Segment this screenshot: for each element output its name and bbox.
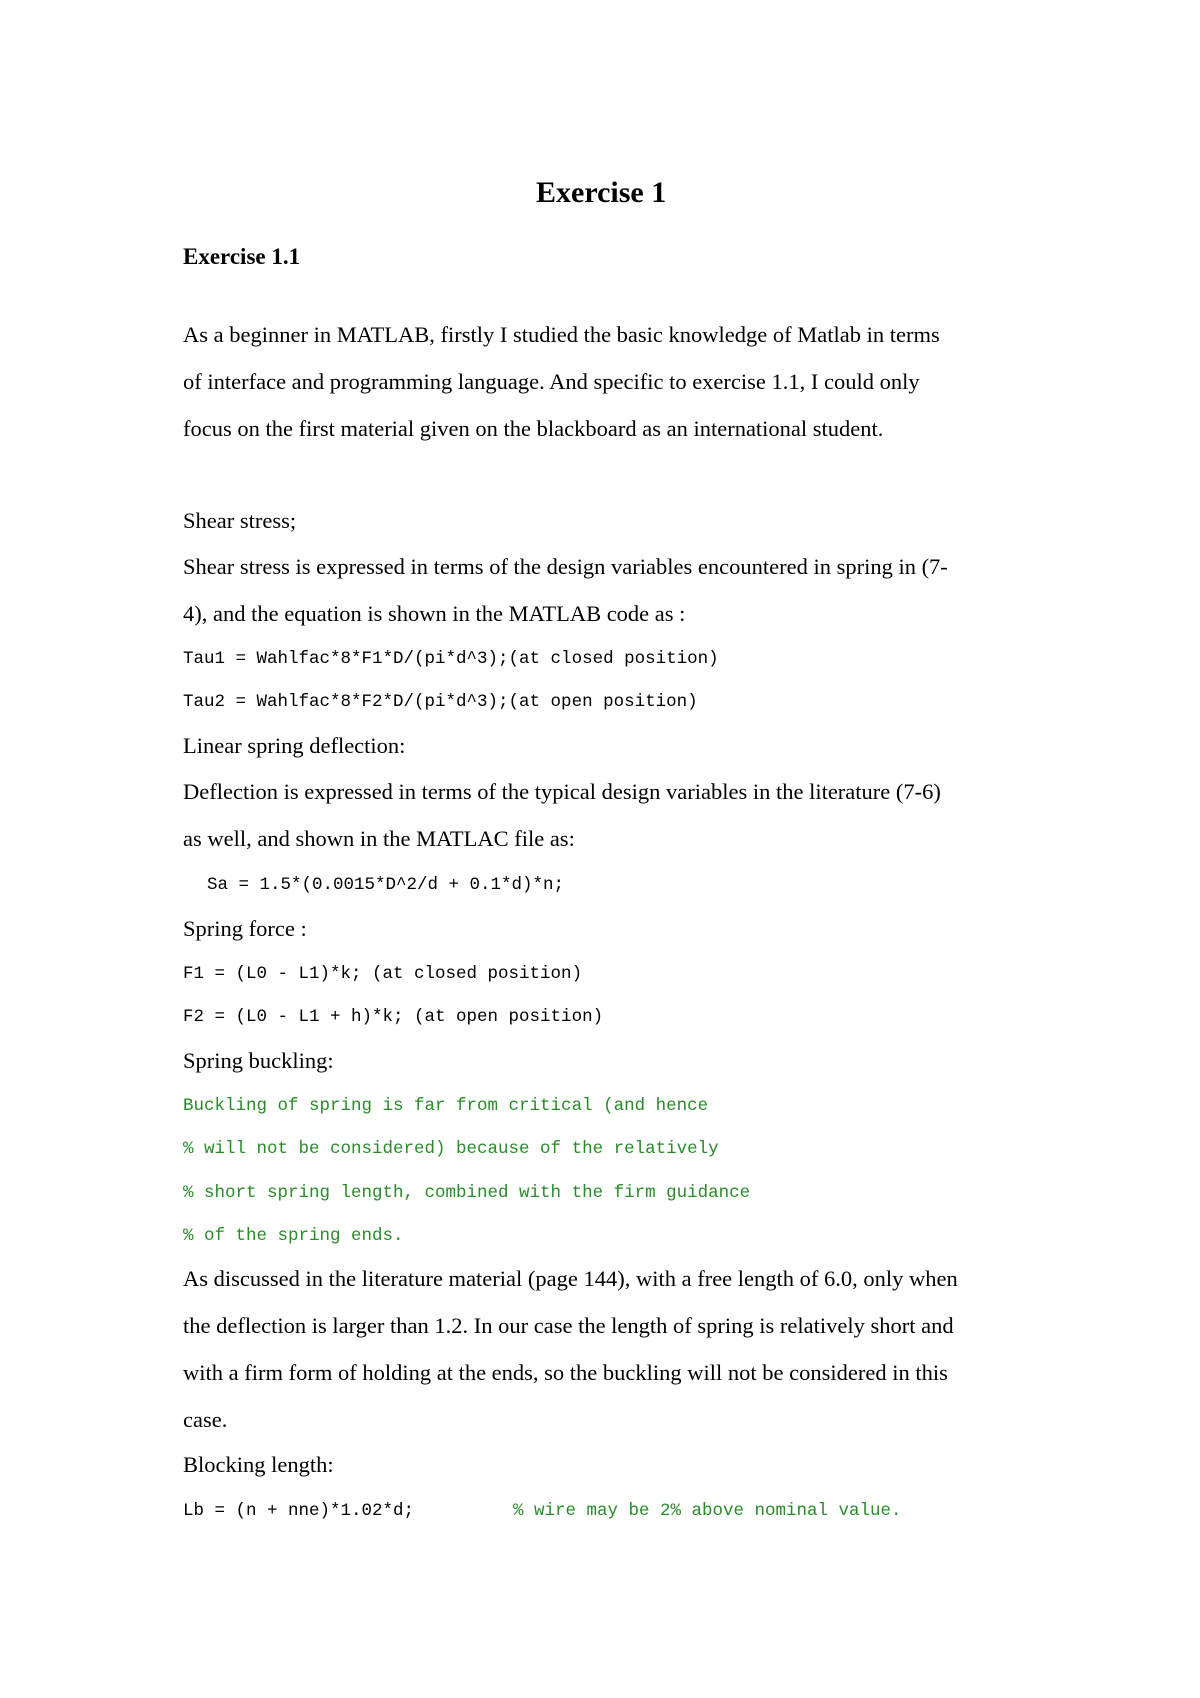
blocking-code: Lb = (n + nne)*1.02*d; [183,1501,415,1521]
intro-line-1: As a beginner in MATLAB, firstly I studied the basic knowledge of Matlab in terms [183,322,940,347]
deflection-text-line-2: as well, and shown in the MATLAC file as: [183,826,575,851]
blocking-comment: % wire may be 2% above nominal value. [513,1501,902,1521]
buckling-text-line-3: with a firm form of holding at the ends, so the buckling will not be considered in this [183,1360,948,1385]
buckling-text-line-2: the deflection is larger than 1.2. In our case the length of spring is relatively short and [183,1313,954,1338]
force-code-line-1: F1 = (L0 - L1)*k; (at closed position) [183,964,583,984]
buckling-text-line-1: As discussed in the literature material (page 144), with a free length of 6.0, only when [183,1266,958,1291]
shear-text-line-2: 4), and the equation is shown in the MATLAB code as : [183,601,686,626]
force-code-line-2: F2 = (L0 - L1 + h)*k; (at open position) [183,1007,604,1027]
deflection-heading: Linear spring deflection: [183,733,406,758]
intro-line-2: of interface and programming language. And specific to exercise 1.1, I could only [183,369,920,394]
shear-text-line-1: Shear stress is expressed in terms of the design variables encountered in spring in (7- [183,554,948,579]
blocking-heading: Blocking length: [183,1452,334,1477]
buckling-comment-line-1: Buckling of spring is far from critical (and hence [183,1096,709,1116]
deflection-text-line-1: Deflection is expressed in terms of the typical design variables in the literature (7-6) [183,779,941,804]
deflection-code: Sa = 1.5*(0.0015*D^2/d + 0.1*d)*n; [207,875,565,895]
buckling-text-line-4: case. [183,1407,228,1432]
buckling-comment-line-2: % will not be considered) because of the relatively [183,1139,719,1159]
buckling-comment-line-4: % of the spring ends. [183,1226,404,1246]
section-heading: Exercise 1.1 [183,244,301,269]
buckling-heading: Spring buckling: [183,1048,334,1073]
buckling-comment-line-3: % short spring length, combined with the firm guidance [183,1183,751,1203]
intro-line-3: focus on the first material given on the blackboard as an international student. [183,416,884,441]
force-heading: Spring force : [183,916,307,941]
shear-code-line-1: Tau1 = Wahlfac*8*F1*D/(pi*d^3);(at closed position) [183,649,719,669]
shear-code-line-2: Tau2 = Wahlfac*8*F2*D/(pi*d^3);(at open position) [183,692,698,712]
page-title: Exercise 1 [536,176,667,209]
shear-heading: Shear stress; [183,508,297,533]
